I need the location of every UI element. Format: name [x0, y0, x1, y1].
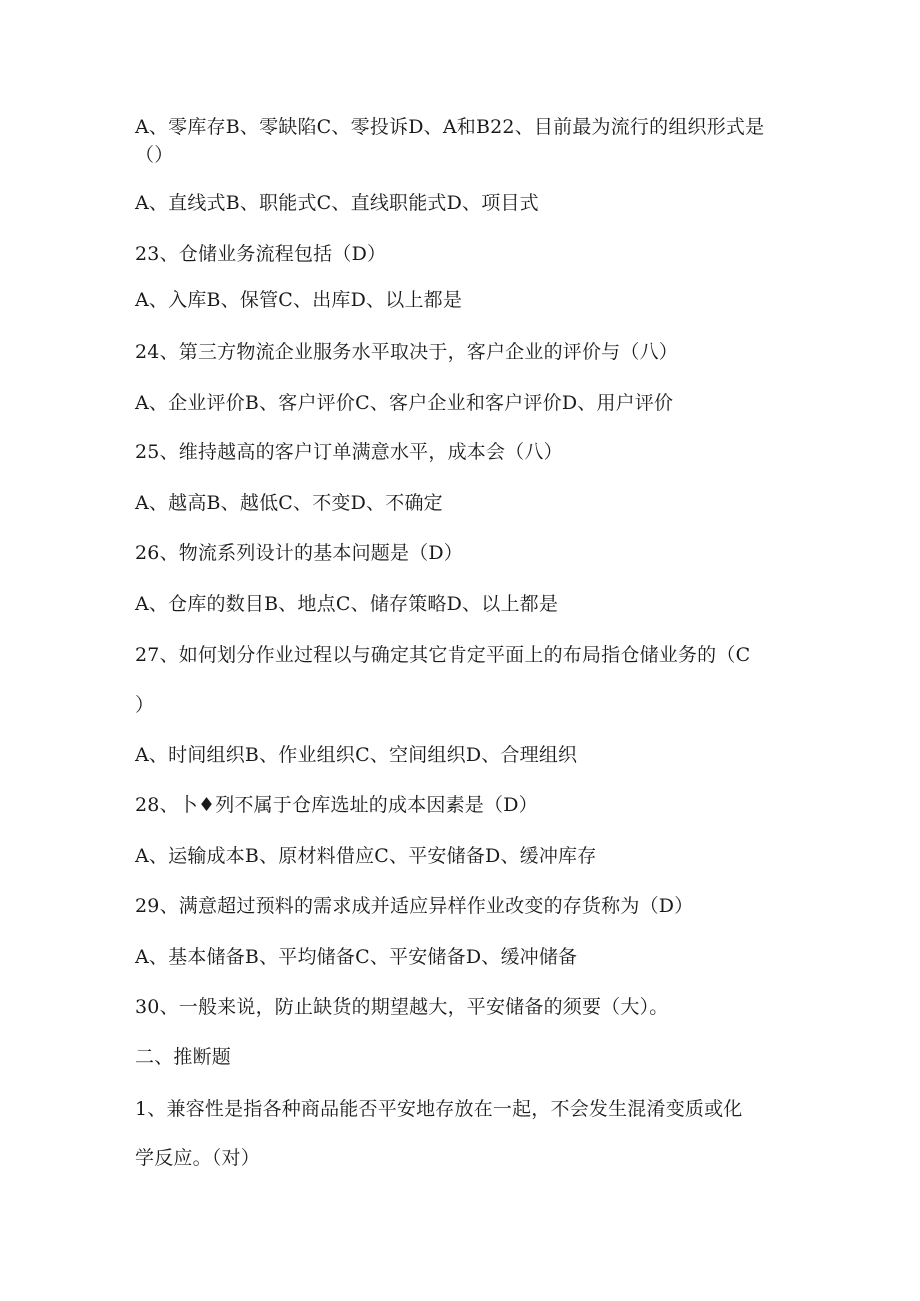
q26-options: A、仓库的数目B、地点C、储存策略D、以上都是	[135, 593, 559, 615]
section-heading-judgement: 二、推断题	[135, 1046, 232, 1068]
q28-question: 28、卜♦列不属于仓库选址的成本因素是（D）	[135, 794, 538, 816]
j1-question-continued: 学反应。（对）	[135, 1147, 260, 1169]
q24-question: 24、第三方物流企业服务水平取决于，客户企业的评价与（八）	[135, 341, 678, 363]
q29-question: 29、满意超过预料的需求成并适应异样作业改变的存货称为（D）	[135, 895, 694, 917]
q22-answer-blank: （）	[135, 144, 174, 166]
q27-question-continued: ）	[135, 694, 155, 716]
j1-question: 1、兼容性是指各种商品能否平安地存放在一起，不会发生混淆变质或化	[135, 1098, 743, 1120]
q21-options-q22-question: A、零库存B、零缺陷C、零投诉D、A和B22、目前最为流行的组织形式是	[135, 116, 765, 138]
q23-question: 23、仓储业务流程包括（D）	[135, 243, 387, 265]
q27-question: 27、如何划分作业过程以与确定其它肯定平面上的布局指仓储业务的（C	[135, 644, 751, 666]
q22-options: A、直线式B、职能式C、直线职能式D、项目式	[135, 192, 539, 214]
q25-question: 25、维持越高的客户订单满意水平，成本会（八）	[135, 441, 563, 463]
q29-options: A、基本储备B、平均储备C、平安储备D、缓冲储备	[135, 946, 578, 968]
q28-options: A、运输成本B、原材料借应C、平安储备D、缓冲库存	[135, 845, 597, 867]
q25-options: A、越高B、越低C、不变D、不确定	[135, 492, 443, 514]
q23-options: A、入库B、保管C、出库D、以上都是	[135, 289, 463, 311]
q30-question: 30、一般来说，防止缺货的期望越大，平安储备的须要（大）。	[135, 996, 669, 1018]
q27-options: A、时间组织B、作业组织C、空间组织D、合理组织	[135, 744, 578, 766]
q26-question: 26、物流系列设计的基本问题是（D）	[135, 542, 464, 564]
q24-options: A、企业评价B、客户评价C、客户企业和客户评价D、用户评价	[135, 392, 674, 414]
